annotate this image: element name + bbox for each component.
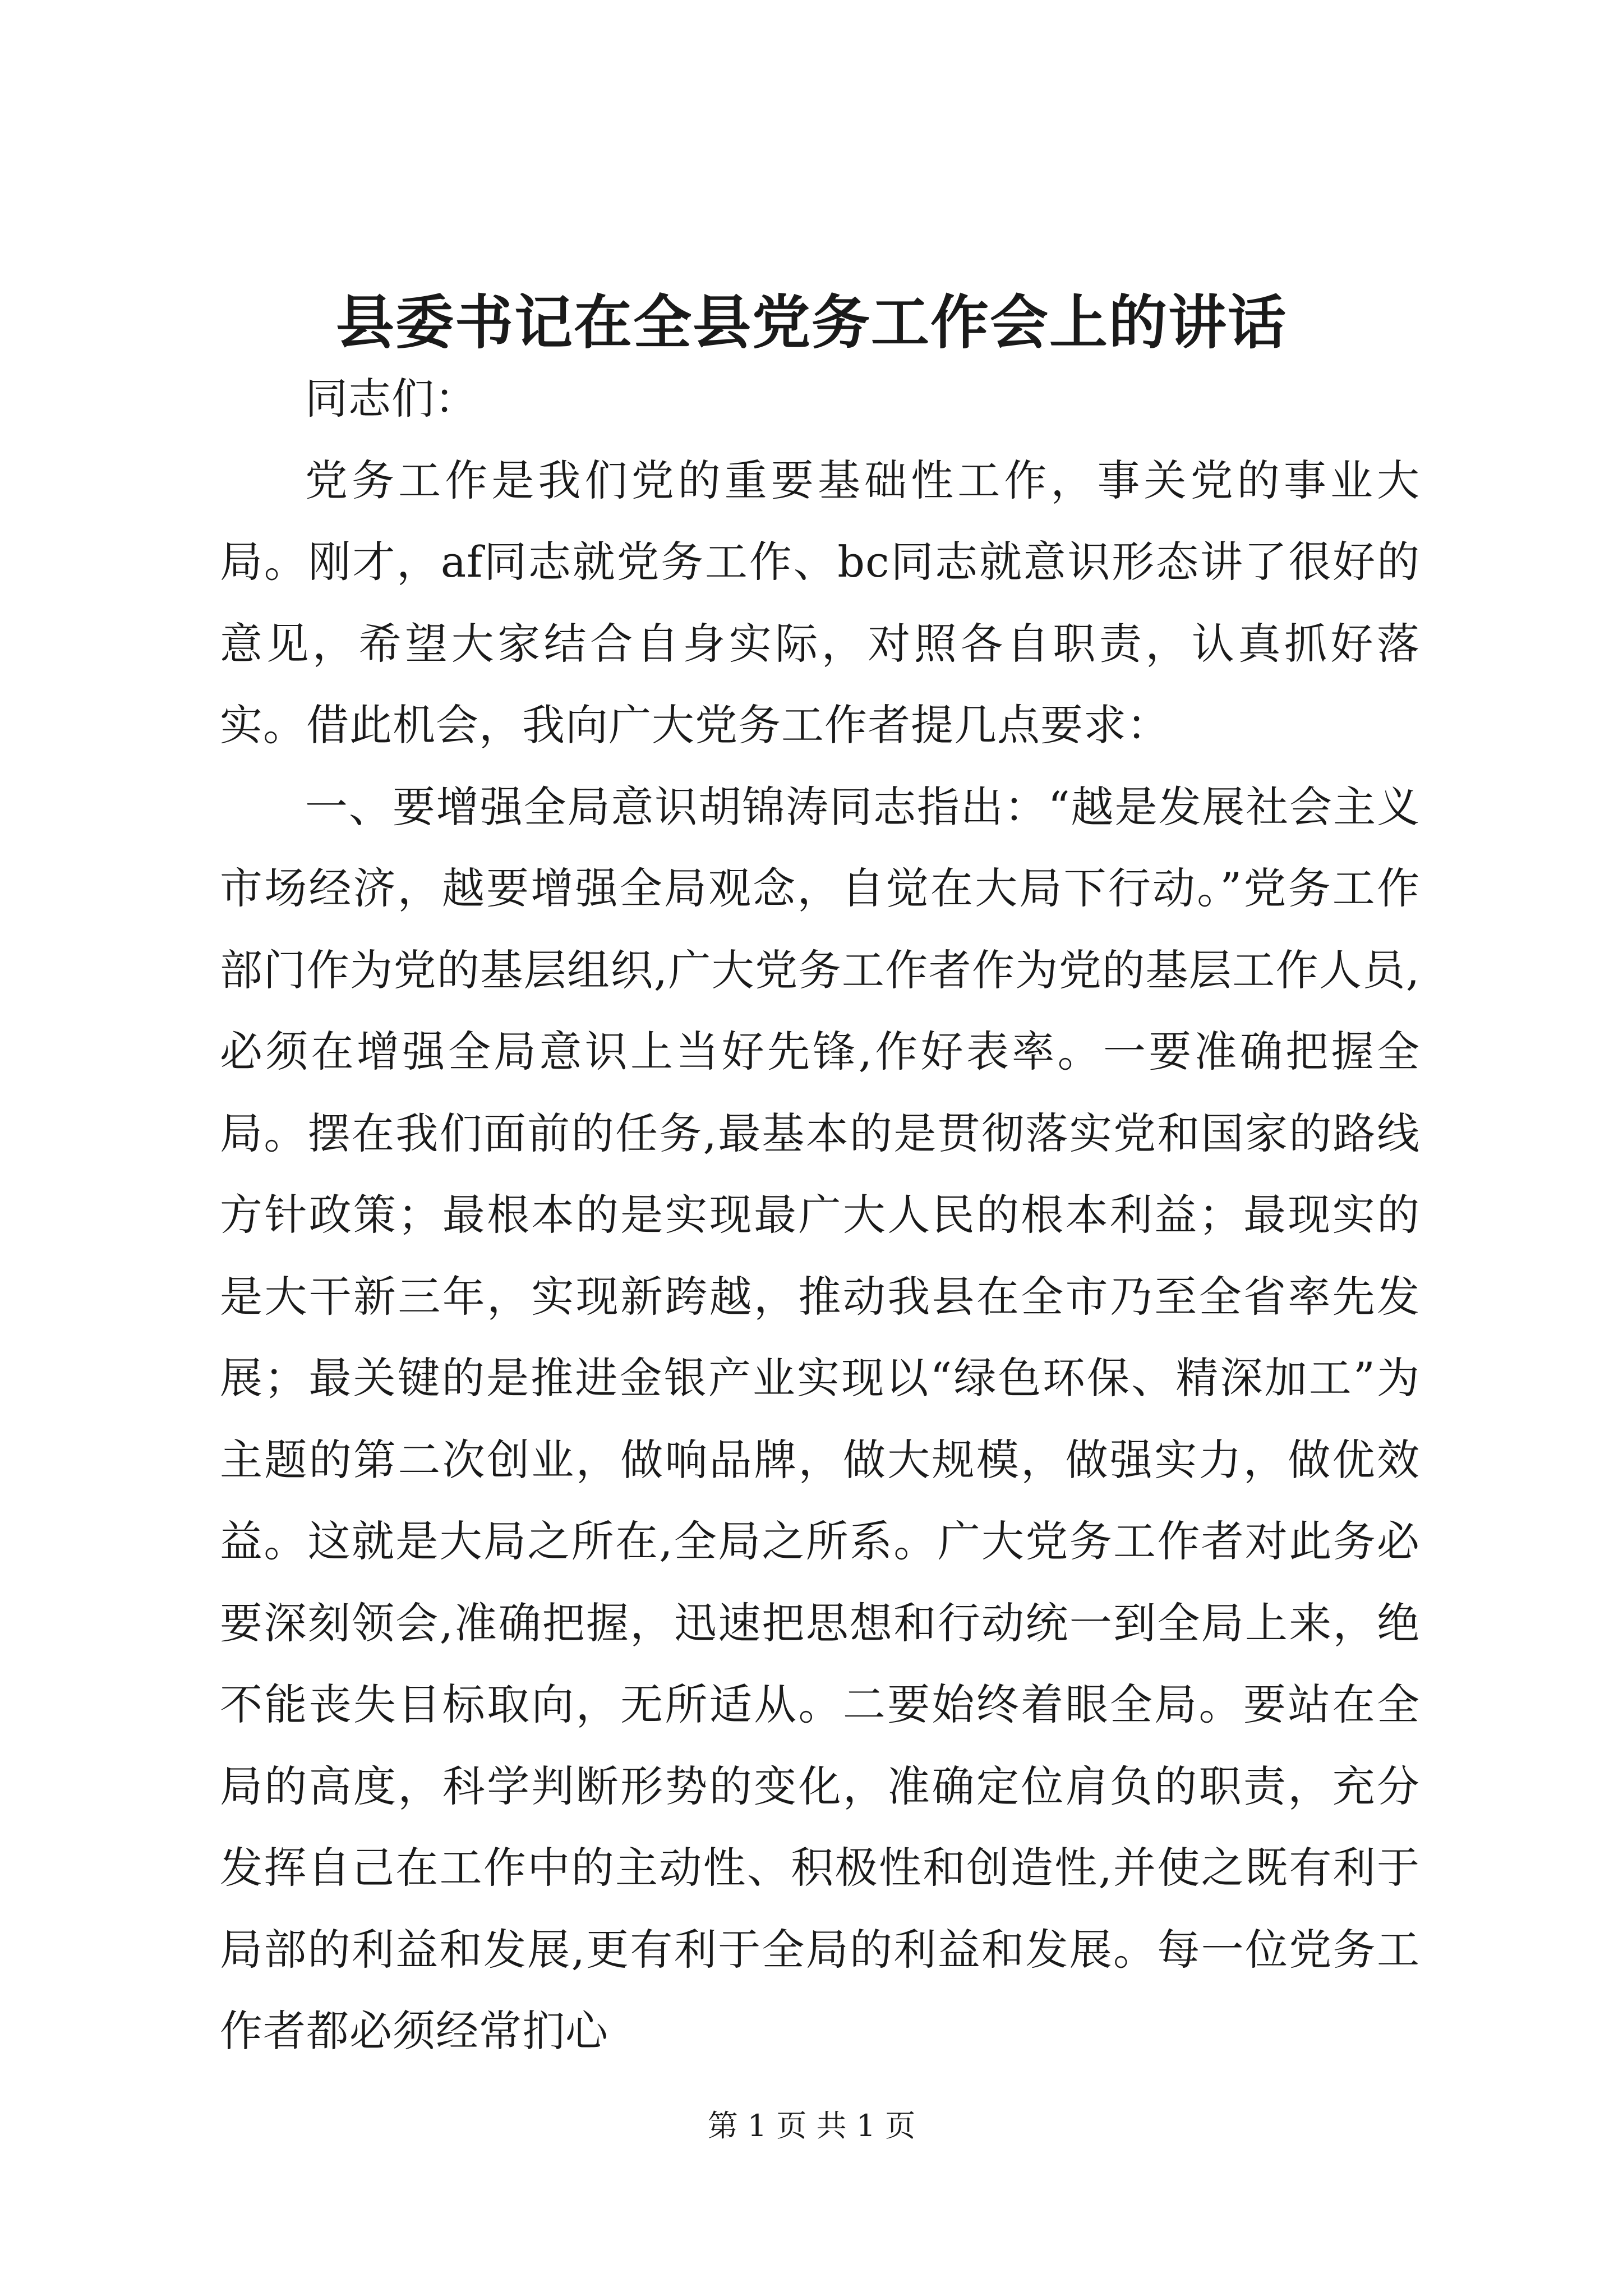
salutation: 同志们： [305,374,478,424]
paragraph-intro: 党务工作是我们党的重要基础性工作，事关党的事业大局。刚才，af同志就党务工作、bc同志就意识形态讲了很好的意见，希望大家结合自身实际，对照各自职责，认真抓好落实。借此机会，我向广大党务工作者提几点要求： [220,455,1420,750]
document-title: 县委书记在全县党务工作会上的讲话 [335,288,1287,357]
paragraph-section-one: 一、要增强全局意识胡锦涛同志指出：“越是发展社会主义市场经济，越要增强全局观念，自觉在大局下行动。”党务工作部门作为党的基层组织,广大党务工作者作为党的基层工作人员,必须在增强全局意识上当好先锋,作好表率。一要准确把握全局。摆在我们面前的任务,最基本的是贯彻落实党和国家的路线方针政策；最根本的是实现最广大人民的根本利益；最现实的是大干新三年，实现新跨越，推动我县在全市乃至全省率先发展；最关键的是推进金银产业实现以“绿色环保、精深加工”为主题的第二次创业，做响品牌，做大规模，做强实力，做优效益。这就是大局之所在,全局之所系。广大党务工作者对此务必要深刻领会,准确把握，迅速把思想和行动统一到全局上来，绝不能丧失目标取向，无所适从。二要始终着眼全局。要站在全局的高度，科学判断形势的变化，准确定位肩负的职责，充分发挥自己在工作中的主动性、积极性和创造性,并使之既有利于局部的利益和发展,更有利于全局的利益和发展。每一位党务工作者都必须经常扪心 [220,781,1420,2056]
document-body [220,358,1420,2072]
page-footer: 第 1 页 共 1 页 [707,2108,916,2143]
